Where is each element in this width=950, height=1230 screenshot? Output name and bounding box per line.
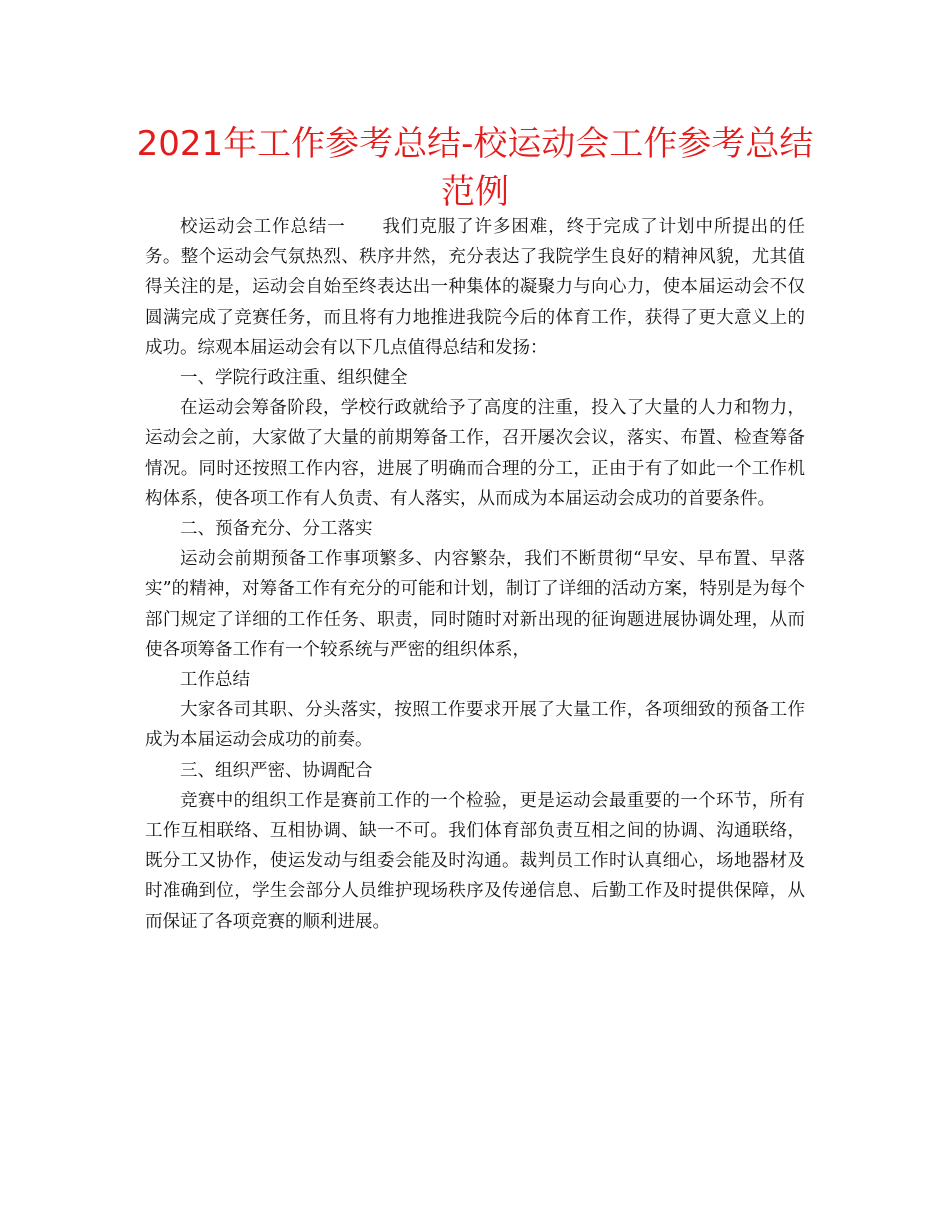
paragraph-section-2: 运动会前期预备工作事项繁多、内容繁杂，我们不断贯彻“早安、早布置、早落实”的精神，对筹备工作有充分的可能和计划，制订了详细的活动方案，特别是为每个部门规定了详细的工作任务、职责，同时随时对新出现的征询题进展协调处理，从而使各项筹备工作有一个较系统与严密的组织体系， (145, 549, 805, 660)
paragraph-section-1: 在运动会筹备阶段，学校行政就给予了高度的注重，投入了大量的人力和物力，运动会之前，大家做了大量的前期筹备工作，召开屡次会议，落实、布置、检查筹备情况。同时还按照工作内容，进展了明确而合理的分工，正由于有了如此一个工作机构体系，使各项工作有人负责、有人落实，从而成为本届运动会成功的首要条件。 (145, 398, 805, 509)
document-body (145, 212, 805, 937)
paragraph-section-3: 竞赛中的组织工作是赛前工作的一个检验，更是运动会最重要的一个环节，所有工作互相联络、互相协调、缺一不可。我们体育部负责互相之间的协调、沟通联络，既分工又协作，使运发动与组委会能及时沟通。裁判员工作时认真细心，场地器材及时准确到位，学生会部分人员维护现场秩序及传递信息、后勤工作及时提供保障，从而保证了各项竞赛的顺利进展。 (145, 790, 805, 932)
paragraph-intro: 校运动会工作总结一 我们克服了许多困难，终于完成了计划中所提出的任务。整个运动会气氛热烈、秩序井然，充分表达了我院学生良好的精神风貌，尤其值得关注的是，运动会自始至终表达出一种集体的凝聚力与向心力，使本届运动会不仅圆满完成了竞赛任务，而且将有力地推进我院今后的体育工作，获得了更大意义上的成功。综观本届运动会有以下几点值得总结和发扬： (145, 217, 805, 358)
paragraph-section-2-continued: 大家各司其职、分头落实，按照工作要求开展了大量工作，各项细致的预备工作成为本届运动会成功的前奏。 (145, 700, 805, 751)
subheading-work-summary: 工作总结 (180, 670, 250, 691)
document-title: 2021年工作参考总结-校运动会工作参考总结范例 (136, 124, 814, 212)
section-heading-1: 一、学院行政注重、组织健全 (180, 368, 408, 389)
section-heading-2: 二、预备充分、分工落实 (180, 519, 373, 540)
section-heading-3: 三、组织严密、协调配合 (180, 760, 373, 781)
